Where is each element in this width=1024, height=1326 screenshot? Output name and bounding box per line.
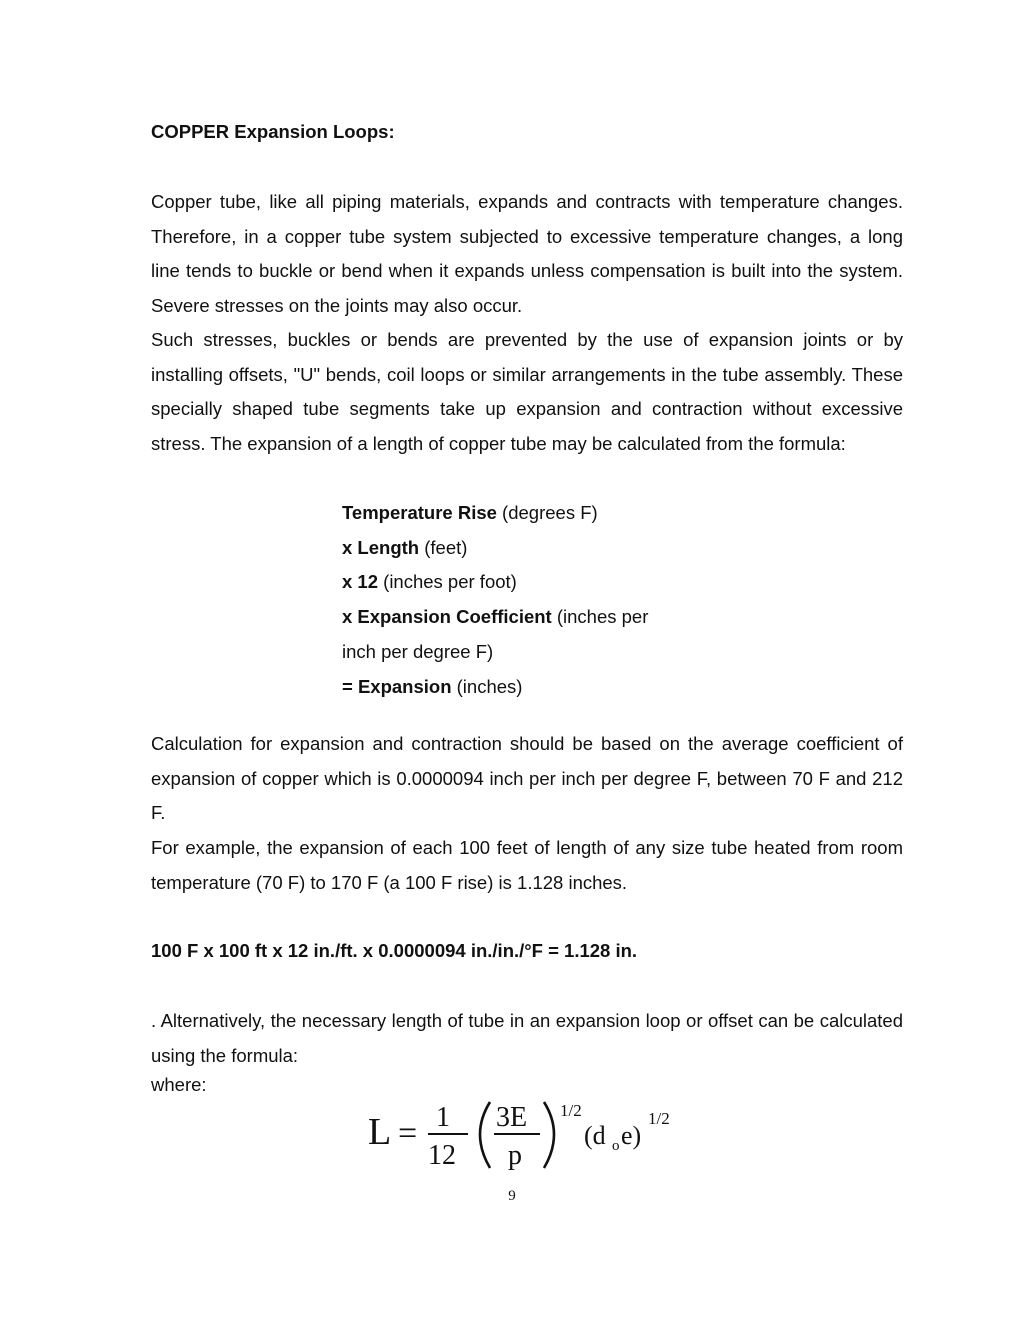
- paragraph-intro: Copper tube, like all piping materials, expands and contracts with temperature changes. Therefore, in a copper tube system subjected to excessive temperature changes, a long line tends to buckle or bend when it expands unless compensation is built into the system. Severe stresses on the joints may also occur.: [151, 191, 903, 317]
- eq-equals: =: [398, 1115, 418, 1152]
- paragraph-coefficient: Calculation for expansion and contraction should be based on the average coefficient of expansion of copper which is 0.0000094 inch per inch per degree F, between 70 F and 212 F.: [151, 733, 903, 824]
- formula-line-length: x Length (feet): [342, 536, 468, 558]
- eq-frac-denominator: 12: [428, 1140, 456, 1171]
- formula-line-result: = Expansion (inches): [342, 675, 523, 697]
- eq-exponent-1: 1/2: [560, 1101, 582, 1120]
- eq-inner-denominator: p: [508, 1140, 522, 1171]
- example-calculation: 100 F x 100 ft x 12 in./ft. x 0.0000094 in./in./°F = 1.128 in.: [151, 940, 638, 961]
- eq-lhs: L: [368, 1111, 392, 1153]
- eq-inner-numerator: 3E: [496, 1102, 528, 1133]
- expansion-formula-list: [342, 496, 682, 704]
- eq-frac-numerator: 1: [436, 1102, 450, 1133]
- where-label: where:: [151, 1074, 207, 1095]
- formula-line-coefficient-cont: inch per degree F): [342, 640, 494, 662]
- paragraph-example: For example, the expansion of each 100 feet of length of any size tube heated from room temperature (70 F) to 170 F (a 100 F rise) is 1.128 inches.: [151, 837, 903, 893]
- eq-left-paren: [480, 1102, 490, 1168]
- page-number: 9: [508, 1188, 516, 1204]
- eq-right-paren: [544, 1102, 554, 1168]
- eq-subscript: o: [612, 1138, 620, 1154]
- loop-length-equation: [368, 1094, 688, 1174]
- formula-line-coefficient: x Expansion Coefficient (inches per: [342, 606, 649, 628]
- eq-term-end: e): [621, 1121, 642, 1150]
- paragraph-alternative: . Alternatively, the necessary length of tube in an expansion loop or offset can be calculated using the formula:: [151, 1010, 903, 1066]
- eq-term: (d: [584, 1121, 606, 1150]
- formula-line-temperature: Temperature Rise (degrees F): [342, 502, 598, 523]
- paragraph-stresses: Such stresses, buckles or bends are prevented by the use of expansion joints or by installing offsets, "U" bends, coil loops or similar arrangements in the tube assembly. These specially shaped tube segments take up expansion and contraction without excessive stress. The expansion of a length of copper tube may be calculated from the formula:: [151, 329, 903, 455]
- eq-exponent-2: 1/2: [648, 1109, 670, 1128]
- section-heading: COPPER Expansion Loops:: [151, 121, 395, 142]
- formula-line-twelve: x 12 (inches per foot): [342, 571, 517, 593]
